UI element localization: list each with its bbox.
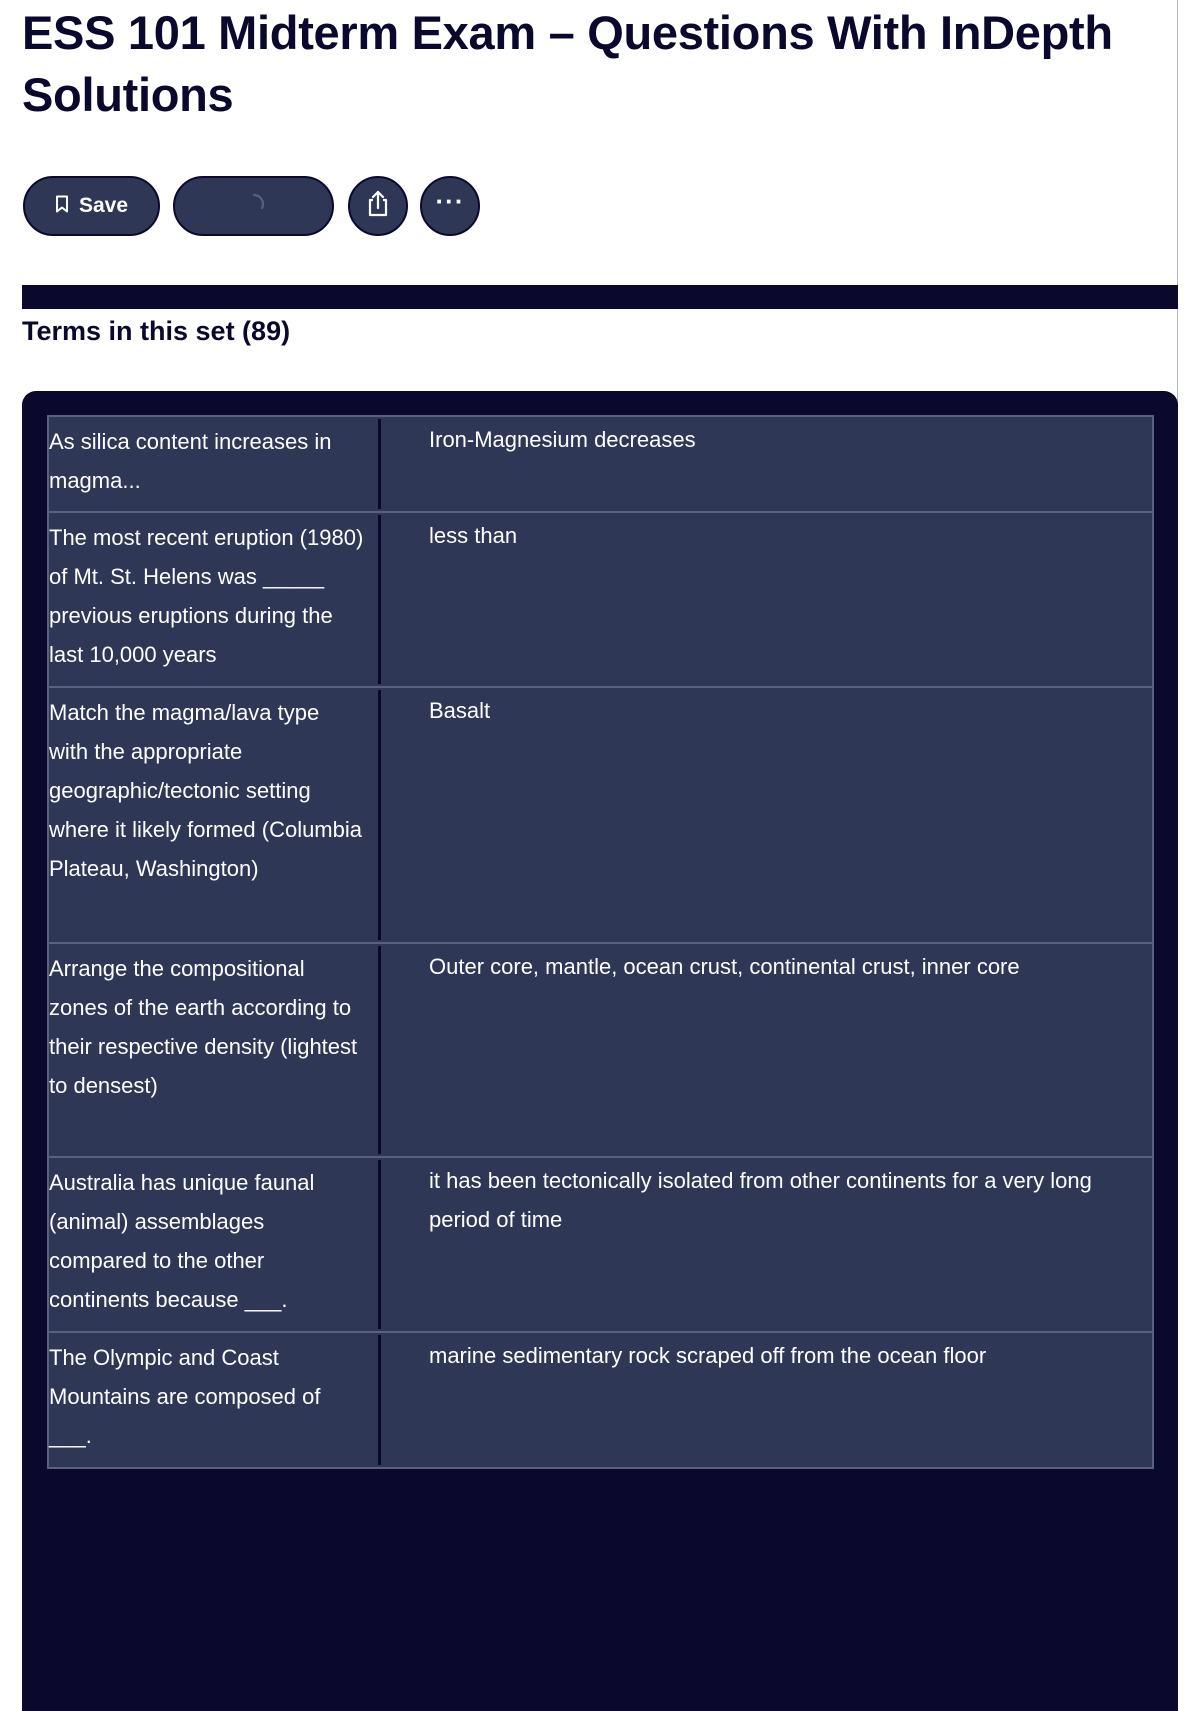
page-title: ESS 101 Midterm Exam – Questions With InDepth Solutions	[22, 6, 1113, 121]
table-row[interactable]	[47, 688, 1154, 944]
share-icon	[365, 190, 391, 223]
definition-text: Outer core, mantle, ocean crust, continental crust, inner core	[429, 954, 1020, 979]
save-label: Save	[78, 194, 129, 217]
save-button[interactable]	[23, 176, 160, 236]
term-text: Arrange the compositional zones of the earth according to their respective density (lightest to densest)	[49, 946, 381, 1154]
term-text: Australia has unique faunal (animal) assemblages compared to the other continents because ___.	[49, 1160, 381, 1329]
table-row[interactable]	[47, 944, 1154, 1158]
table-row[interactable]	[47, 415, 1154, 513]
table-row[interactable]	[47, 513, 1154, 688]
divider-bar	[22, 285, 1178, 309]
bookmark-icon	[55, 195, 69, 218]
terms-heading: Terms in this set (89)	[22, 316, 291, 346]
definition-text: Basalt	[429, 698, 491, 723]
table-row[interactable]	[47, 1158, 1154, 1333]
definition-text: marine sedimentary rock scraped off from the ocean floor	[429, 1343, 987, 1368]
spinner-icon	[241, 191, 267, 222]
definition-text: it has been tectonically isolated from other continents for a very long period of time	[429, 1168, 1092, 1232]
more-icon: ···	[435, 186, 465, 216]
term-text: Match the magma/lava type with the appropriate geographic/tectonic setting where it likely formed (Columbia Plateau, Washington)	[49, 690, 381, 940]
term-text: The most recent eruption (1980) of Mt. St. Helens was _____ previous eruptions during the last 10,000 years	[49, 515, 381, 684]
definition-text: Iron-Magnesium decreases	[429, 427, 696, 452]
table-row[interactable]	[47, 1333, 1154, 1469]
loading-button[interactable]	[173, 176, 334, 236]
definition-text: less than	[429, 523, 518, 548]
term-text: The Olympic and Coast Mountains are composed of ___.	[49, 1335, 381, 1465]
more-options-button[interactable]	[420, 176, 480, 236]
share-button[interactable]	[348, 176, 408, 236]
term-text: As silica content increases in magma...	[49, 419, 381, 509]
terms-table	[47, 415, 1154, 1469]
